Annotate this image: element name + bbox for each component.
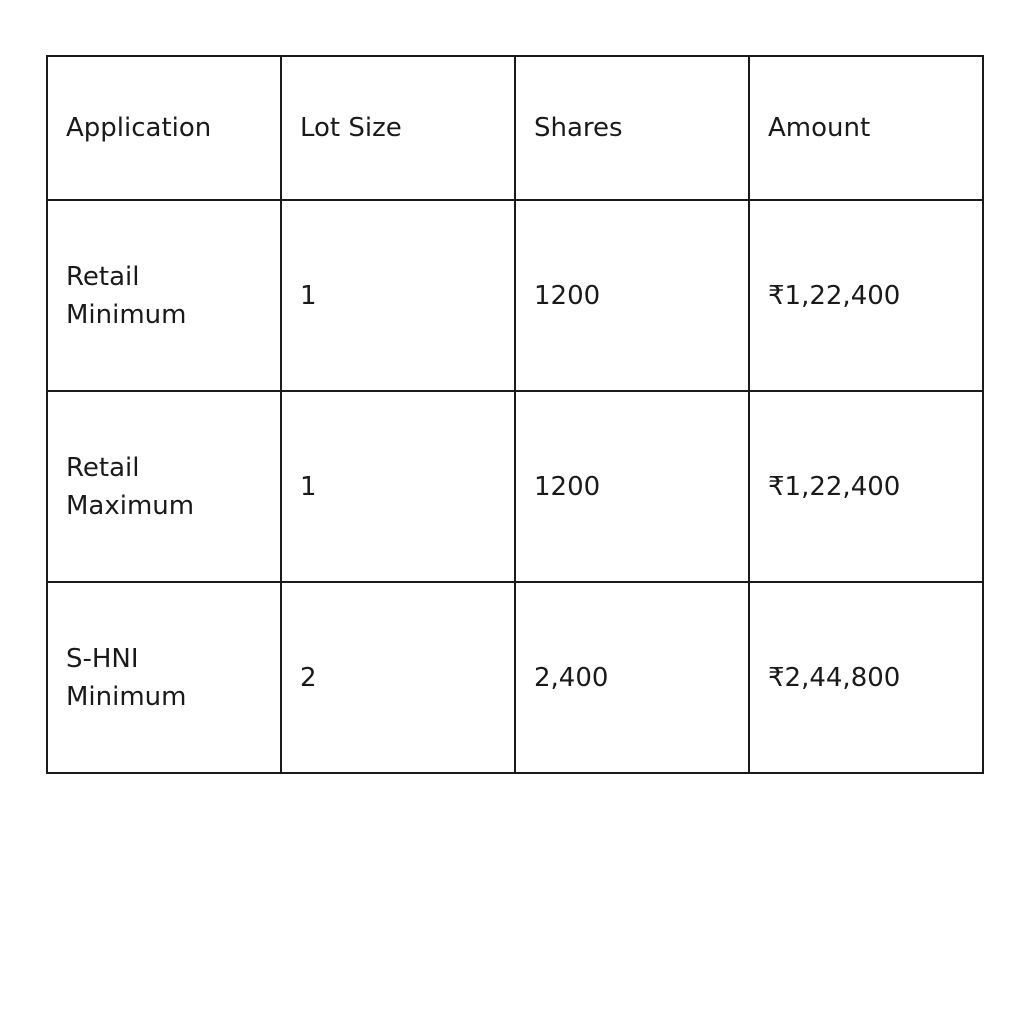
application-line: Minimum [66,299,187,330]
amount-cell: ₹2,44,800 [749,582,983,773]
shares-cell: 1200 [515,391,749,582]
table-row [47,582,983,773]
application-cell [47,391,281,582]
table-row [47,200,983,391]
shares-cell: 2,400 [515,582,749,773]
lot-size-table [46,55,984,774]
lot-size-cell: 2 [281,582,515,773]
lot-size-cell: 1 [281,391,515,582]
header-amount: Amount [749,56,983,200]
header-lot-size: Lot Size [281,56,515,200]
application-line: S-HNI [66,643,139,674]
shares-cell: 1200 [515,200,749,391]
application-cell [47,200,281,391]
application-line: Retail [66,452,140,483]
lot-size-cell: 1 [281,200,515,391]
table-row [47,391,983,582]
amount-cell: ₹1,22,400 [749,200,983,391]
header-application: Application [47,56,281,200]
application-line: Retail [66,261,140,292]
application-line: Minimum [66,681,187,712]
application-line: Maximum [66,490,195,521]
amount-cell: ₹1,22,400 [749,391,983,582]
header-shares: Shares [515,56,749,200]
table-header-row [47,56,983,200]
application-cell [47,582,281,773]
